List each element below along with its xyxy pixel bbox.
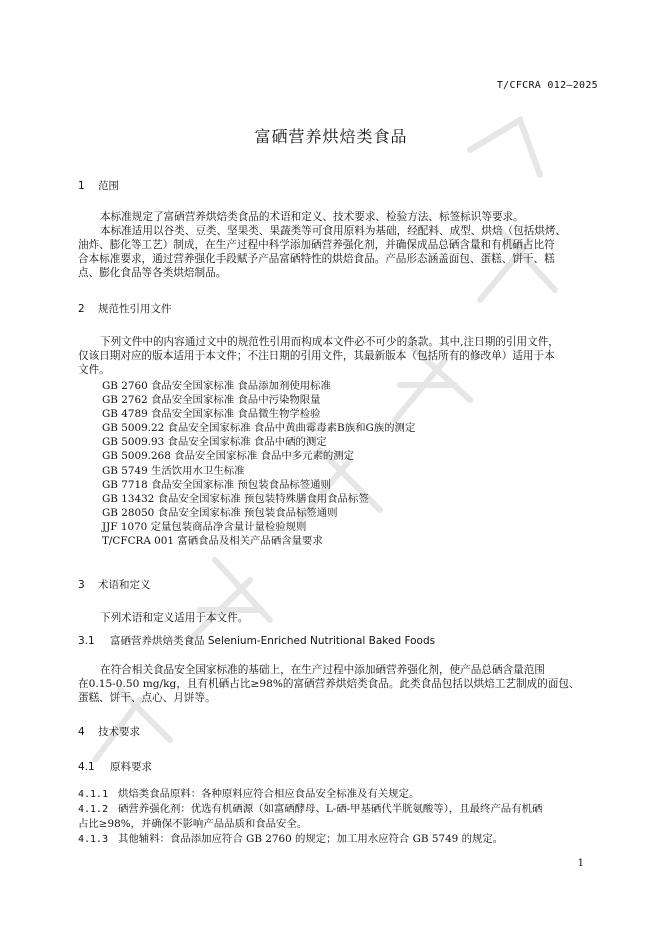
text-line: 下列文件中的内容通过文中的规范性引用而构成本文件必不可少的条款。其中,注日期的引用文件， — [100, 336, 559, 348]
reference-item: GB 5749 生活饮用水卫生标准 — [102, 464, 245, 477]
page-number: 1 — [577, 858, 584, 869]
reference-item: GB 5009.93 食品安全国家标准 食品中硒的测定 — [102, 436, 327, 449]
item-text: 其他辅料：食品添加应符合 GB 2760 的规定；加工用水应符合 GB 5749 的规定。 — [118, 833, 504, 845]
normative-paragraph — [78, 335, 602, 377]
section-title: 规范性引用文件 — [98, 303, 172, 315]
term-3-1-definition — [78, 663, 602, 705]
section-number: 4 — [78, 726, 85, 738]
section-3-heading — [78, 577, 151, 592]
material-item-4-1-1 — [78, 787, 602, 802]
section-title: 范围 — [98, 180, 119, 192]
text-line: 本标准规定了富硒营养烘焙类食品的术语和定义、技术要求、检验方法、标签标识等要求。 — [100, 211, 524, 223]
section-4-heading — [78, 724, 140, 739]
reference-item: GB 5009.268 食品安全国家标准 食品中多元素的测定 — [102, 450, 355, 463]
text-line: 蛋糕、饼干、点心、月饼等。 — [78, 692, 216, 704]
section-title: 原料要求 — [110, 761, 152, 773]
item-text-continued: 占比≥98%，并确保不影响产品品质和食品安全。 — [78, 818, 308, 830]
section-4-1-heading — [78, 759, 152, 774]
section-title: 技术要求 — [98, 726, 140, 738]
reference-item: GB 2760 食品安全国家标准 食品添加剂使用标准 — [102, 380, 331, 392]
scope-paragraph — [78, 210, 602, 280]
reference-item: GB 7718 食品安全国家标准 预包装食品标签通则 — [102, 478, 331, 491]
item-text: 烘焙类食品原料：各种原料应符合相应食品安全标准及有关规定。 — [118, 788, 420, 800]
reference-item: GB 5009.22 食品安全国家标准 食品中黄曲霉毒素B族和G族的测定 — [102, 422, 416, 435]
document-title: 富硒营养烘焙类食品 — [254, 127, 408, 146]
text-line: 在符合相关食品安全国家标准的基础上，在生产过程中添加硒营养强化剂，使产品总硒含量范围 — [100, 664, 545, 676]
section-number: 1 — [78, 180, 85, 192]
text-line: 合本标准要求，通过营养强化手段赋予产品富硒特性的烘焙食品。产品形态涵盖面包、蛋糕、饼干、糕 — [78, 253, 555, 265]
item-number: 4.1.2 — [78, 804, 109, 815]
terms-intro — [78, 611, 602, 625]
item-number: 4.1.3 — [78, 834, 109, 845]
section-title: 术语和定义 — [98, 579, 151, 591]
material-item-4-1-3 — [78, 832, 602, 847]
section-1-heading — [78, 178, 119, 193]
item-number: 4.1.1 — [78, 789, 109, 800]
section-number: 4.1 — [78, 761, 95, 773]
text-line: 在0.15-0.50 mg/kg，且有机硒占比≥98%的富硒营养烘焙类食品。此类食品包括以烘焙工艺制成的面包、 — [78, 678, 580, 690]
term-number: 3.1 — [78, 635, 95, 647]
reference-list — [102, 379, 415, 548]
document-code: T/CFCRA 012—2025 — [496, 80, 598, 91]
reference-item: GB 13432 食品安全国家标准 预包装特殊膳食用食品标签 — [102, 492, 369, 505]
section-2-heading — [78, 301, 172, 316]
reference-item: T/CFCRA 001 富硒食品及相关产品硒含量要求 — [102, 535, 323, 548]
text-line: 文件。 — [78, 364, 110, 376]
reference-item: GB 4789 食品安全国家标准 食品微生物学检验 — [102, 408, 321, 421]
text-line: 仅该日期对应的版本适用于本文件；不注日期的引用文件，其最新版本（包括所有的修改单）适用于本 — [78, 350, 555, 362]
reference-item: GB 2762 食品安全国家标准 食品中污染物限量 — [102, 394, 321, 407]
item-text: 硒营养强化剂：优选有机硒源（如富硒酵母、L-硒-甲基硒代半胱氨酸等），且最终产品有机硒 — [118, 803, 543, 815]
term-title: 富硒营养烘焙类食品 Selenium-Enriched Nutritional Baked Foods — [110, 635, 436, 647]
text-line: 本标准适用以谷类、豆类、坚果类、果蔬类等可食用原料为基础，经配料、成型、烘焙（包括烘烤、 — [100, 225, 567, 237]
material-item-4-1-2 — [78, 802, 602, 831]
text-line: 油炸、膨化等工艺）制成，在生产过程中科学添加硒营养强化剂，并确保成品总硒含量和有机硒占比符 — [78, 239, 555, 251]
text-line: 下列术语和定义适用于本文件。 — [100, 612, 249, 624]
text-line: 点、膨化食品等各类烘焙制品。 — [78, 267, 227, 279]
reference-item: JJF 1070 定量包装商品净含量计量检验规则 — [102, 520, 307, 533]
section-number: 3 — [78, 579, 85, 591]
term-3-1-heading — [78, 633, 435, 648]
reference-item: GB 28050 食品安全国家标准 预包装食品标签通则 — [102, 506, 338, 519]
section-number: 2 — [78, 303, 85, 315]
